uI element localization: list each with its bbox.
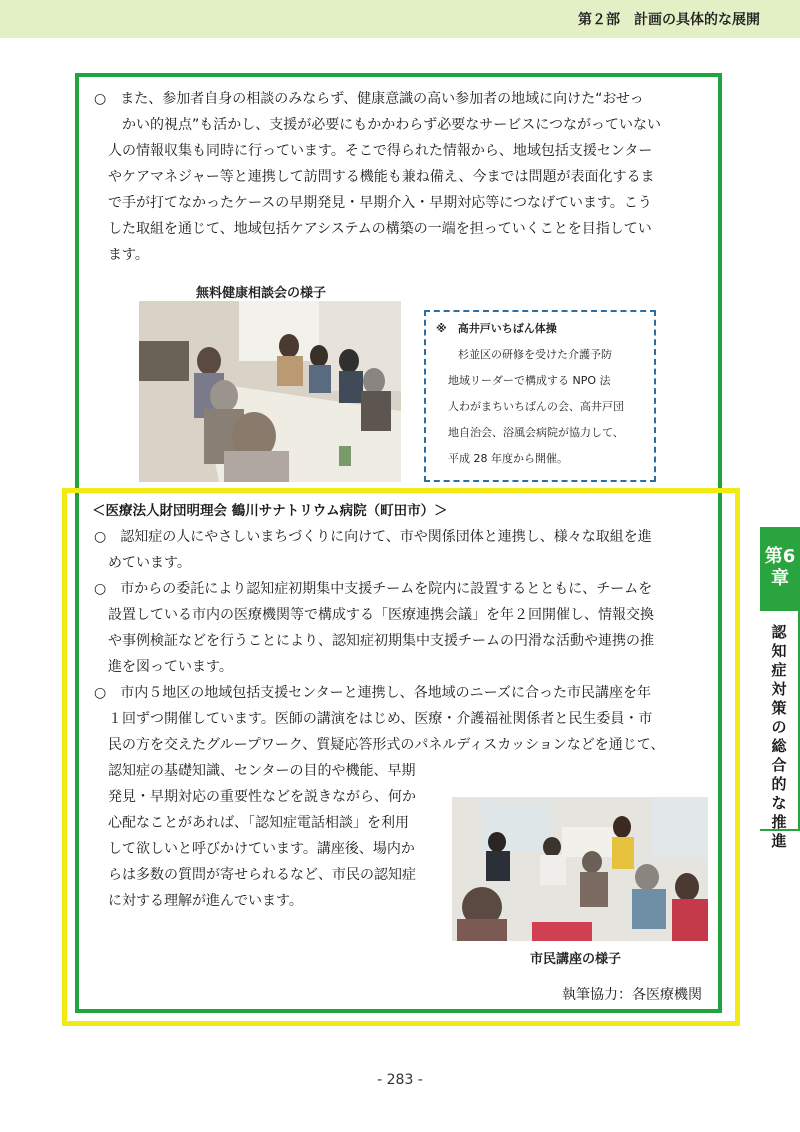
chapter-title-char: の bbox=[771, 718, 787, 736]
chapter-title-char: 総 bbox=[771, 737, 787, 755]
section2-heading: ＜医療法人財団明理会 鶴川サナトリウム病院（町田市）＞ bbox=[92, 503, 448, 519]
chapter-title-char: 症 bbox=[771, 661, 787, 679]
text-line: やケアマネジャー等と連携して訪問する機能も兼ね備え、今までは問題が表面化するま bbox=[108, 169, 655, 185]
section1-text bbox=[94, 86, 661, 268]
text-line: に対する理解が進んでいます。 bbox=[108, 893, 303, 909]
chapter-number: 第6 bbox=[764, 546, 796, 567]
text-line: した取組を通じて、地域包括ケアシステムの構築の一端を担っていくことを目指してい bbox=[108, 221, 652, 237]
text-line: めています。 bbox=[108, 555, 191, 571]
text-line: らは多数の質問が寄せられるなど、市民の認知症 bbox=[108, 867, 416, 883]
note-line: 地域リーダーで構成する NPO 法 bbox=[448, 374, 611, 387]
chapter-title-char: 対 bbox=[771, 680, 787, 698]
text-line: 設置している市内の医療機関等で構成する「医療連携会議」を年２回開催し、情報交換 bbox=[108, 607, 654, 623]
text-line: 発見・早期対応の重要性などを説きながら、何か bbox=[108, 789, 416, 805]
photo-caption-consultation: 無料健康相談会の様子 bbox=[196, 286, 327, 301]
text-line: ます。 bbox=[108, 247, 149, 263]
text-line: 民の方を交えたグループワーク、質疑応答形式のパネルディスカッションなどを通じて、 bbox=[108, 737, 665, 753]
text-line: ○ また、参加者自身の相談のみならず、健康意識の高い参加者の地域に向けた“おせっ bbox=[94, 91, 644, 107]
text-line: 心配なことがあれば、「認知症電話相談」を利用 bbox=[108, 815, 409, 831]
note-line: 平成 28 年度から開催。 bbox=[448, 452, 568, 465]
consultation-photo bbox=[139, 301, 401, 482]
note-line: 人わがまちいちばんの会、高井戸団 bbox=[448, 400, 624, 413]
chapter-title-char: 合 bbox=[771, 756, 787, 774]
photo-caption-lecture: 市民講座の様子 bbox=[530, 952, 622, 967]
text-line: 認知症の基礎知識、センターの目的や機能、早期 bbox=[108, 763, 416, 779]
text-line: や事例検証などを行うことにより、認知症初期集中支援チームの円滑な活動や連携の推 bbox=[108, 633, 654, 649]
page-header bbox=[0, 0, 800, 38]
chapter-title-char: 的 bbox=[771, 775, 787, 793]
chapter-title-char: 策 bbox=[771, 699, 787, 717]
section2-wrap-text bbox=[108, 758, 416, 914]
text-line: ○ 認知症の人にやさしいまちづくりに向けて、市や関係団体と連携し、様々な取組を進 bbox=[94, 529, 652, 545]
text-line: で手が打てなかったケースの早期発見・早期介入・早期対応等につなげています。こう bbox=[108, 195, 652, 211]
text-line: １回ずつ開催しています。医師の講演をはじめ、医療・介護福祉関係者と民生委員・市 bbox=[108, 711, 653, 727]
text-line: ○ 市内５地区の地域包括支援センターと連携し、各地域のニーズに合った市民講座を年 bbox=[94, 685, 651, 701]
chapter-title-char: 認 bbox=[771, 623, 787, 641]
chapter-title-char: 知 bbox=[771, 642, 787, 660]
note-line: ※ 高井戸いちばん体操 bbox=[436, 322, 557, 335]
section2-text bbox=[94, 524, 665, 758]
note-line: 杉並区の研修を受けた介護予防 bbox=[458, 348, 612, 361]
chapter-title-char: な bbox=[771, 794, 787, 812]
text-line: して欲しいと呼びかけています。講座後、場内か bbox=[108, 841, 415, 857]
text-line: 人の情報収集も同時に行っています。そこで得られた情報から、地域包括支援センター bbox=[108, 143, 653, 159]
chapter-tab bbox=[760, 527, 800, 609]
chapter-title-tab bbox=[760, 609, 800, 850]
credit: 執筆協力：各医療機関 bbox=[562, 987, 702, 1003]
text-line: 進を図っています。 bbox=[108, 659, 233, 675]
text-line: ○ 市からの委託により認知症初期集中支援チームを院内に設置するとともに、チームを bbox=[94, 581, 653, 597]
lecture-photo bbox=[452, 797, 708, 941]
text-line: かい的視点”も活かし、支援が必要にもかかわらず必要なサービスにつながっていない bbox=[122, 117, 661, 133]
page-number: - 283 - bbox=[377, 1072, 423, 1088]
chapter-title-char: 進 bbox=[771, 832, 787, 850]
note-box bbox=[424, 310, 656, 482]
chapter-title-char: 推 bbox=[771, 813, 787, 831]
chapter-label: 章 bbox=[771, 568, 789, 589]
note-line: 地自治会、浴風会病院が協力して、 bbox=[448, 426, 624, 439]
header-title: 第２部 計画の具体的な展開 bbox=[578, 12, 760, 28]
